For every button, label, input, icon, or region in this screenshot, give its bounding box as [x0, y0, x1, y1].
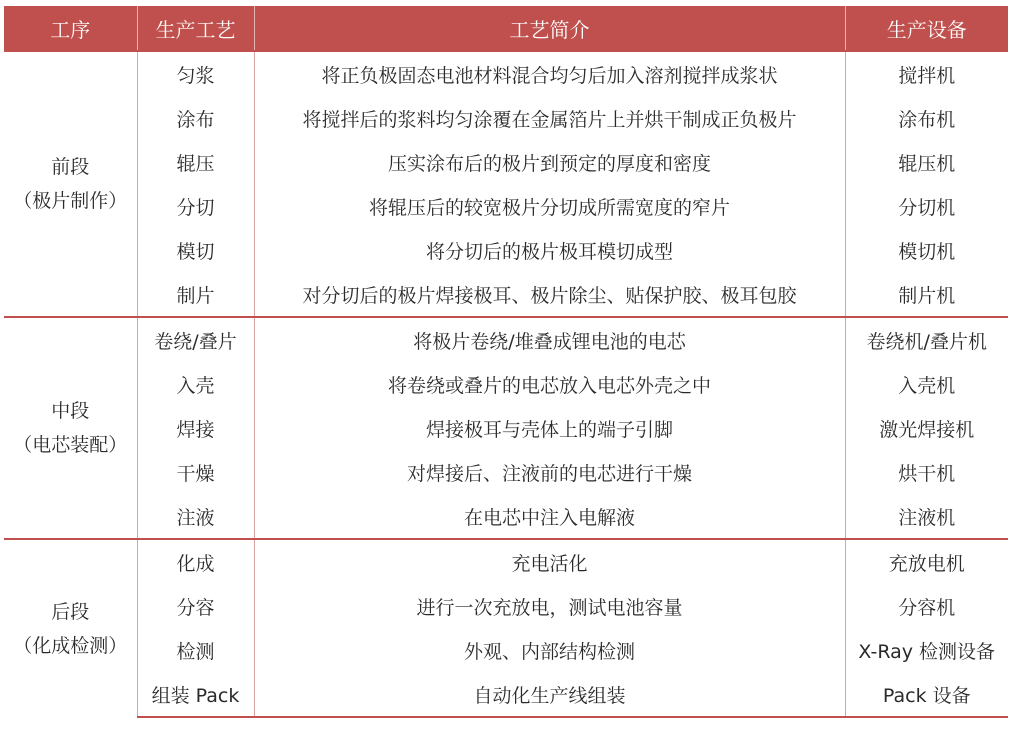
intro-cell: 进行一次充放电，测试电池容量: [254, 584, 845, 628]
table-row: [4, 628, 1008, 672]
process-cell: 注液: [137, 494, 254, 539]
process-cell: 干燥: [137, 450, 254, 494]
intro-cell: 将搅拌后的浆料均匀涂覆在金属箔片上并烘干制成正负极片: [254, 96, 845, 140]
table-row: [4, 317, 1008, 362]
table-row: [4, 494, 1008, 539]
process-cell: 化成: [137, 539, 254, 584]
header-equipment: 生产设备: [845, 6, 1008, 51]
equipment-cell: 充放电机: [845, 539, 1008, 584]
process-cell: 制片: [137, 272, 254, 317]
stage-subtitle: （电芯装配）: [13, 434, 128, 456]
stage-cell: [4, 317, 137, 539]
equipment-cell: 涂布机: [845, 96, 1008, 140]
stage-name: 后段: [51, 600, 90, 623]
intro-cell: 将正负极固态电池材料混合均匀后加入溶剂搅拌成浆状: [254, 51, 845, 96]
process-cell: 分切: [137, 184, 254, 228]
intro-cell: 将辊压后的较宽极片分切成所需宽度的窄片: [254, 184, 845, 228]
table-row: [4, 184, 1008, 228]
equipment-cell: Pack 设备: [845, 672, 1008, 717]
process-cell: 模切: [137, 228, 254, 272]
equipment-cell: X-Ray 检测设备: [845, 628, 1008, 672]
equipment-cell: 注液机: [845, 494, 1008, 539]
table-row: [4, 672, 1008, 717]
intro-cell: 将极片卷绕/堆叠成锂电池的电芯: [254, 317, 845, 362]
header-stage: 工序: [4, 6, 137, 51]
stage-name: 中段: [51, 400, 90, 422]
process-cell: 组装 Pack: [137, 672, 254, 717]
equipment-cell: 分切机: [845, 184, 1008, 228]
stage-cell: [4, 51, 137, 317]
stage-cell: [4, 539, 137, 717]
process-cell: 检测: [137, 628, 254, 672]
table-row: [4, 584, 1008, 628]
intro-cell: 焊接极耳与壳体上的端子引脚: [254, 406, 845, 450]
equipment-cell: 搅拌机: [845, 51, 1008, 96]
stage-name: 前段: [51, 156, 90, 178]
intro-cell: 外观、内部结构检测: [254, 628, 845, 672]
process-cell: 分容: [137, 584, 254, 628]
process-cell: 卷绕/叠片: [137, 317, 254, 362]
table-row: [4, 228, 1008, 272]
table-row: [4, 406, 1008, 450]
equipment-cell: 制片机: [845, 272, 1008, 317]
table-row: [4, 539, 1008, 584]
intro-cell: 对分切后的极片焊接极耳、极片除尘、贴保护胶、极耳包胶: [254, 272, 845, 317]
equipment-cell: 辊压机: [845, 140, 1008, 184]
equipment-cell: 模切机: [845, 228, 1008, 272]
table-row: [4, 362, 1008, 406]
intro-cell: 将卷绕或叠片的电芯放入电芯外壳之中: [254, 362, 845, 406]
stage-subtitle: （极片制作）: [13, 190, 128, 212]
process-cell: 涂布: [137, 96, 254, 140]
intro-cell: 在电芯中注入电解液: [254, 494, 845, 539]
header-process: 生产工艺: [137, 6, 254, 51]
equipment-cell: 烘干机: [845, 450, 1008, 494]
header-row: [4, 6, 1008, 51]
table-row: [4, 272, 1008, 317]
process-cell: 辊压: [137, 140, 254, 184]
process-table: [4, 6, 1008, 718]
process-cell: 匀浆: [137, 51, 254, 96]
table-row: [4, 450, 1008, 494]
equipment-cell: 入壳机: [845, 362, 1008, 406]
intro-cell: 对焊接后、注液前的电芯进行干燥: [254, 450, 845, 494]
process-cell: 焊接: [137, 406, 254, 450]
equipment-cell: 卷绕机/叠片机: [845, 317, 1008, 362]
stage-subtitle: （化成检测）: [13, 634, 128, 657]
intro-cell: 将分切后的极片极耳模切成型: [254, 228, 845, 272]
table-row: [4, 140, 1008, 184]
header-intro: 工艺简介: [254, 6, 845, 51]
table-row: [4, 51, 1008, 96]
intro-cell: 自动化生产线组装: [254, 672, 845, 717]
intro-cell: 充电活化: [254, 539, 845, 584]
table-row: [4, 96, 1008, 140]
intro-cell: 压实涂布后的极片到预定的厚度和密度: [254, 140, 845, 184]
equipment-cell: 激光焊接机: [845, 406, 1008, 450]
process-cell: 入壳: [137, 362, 254, 406]
equipment-cell: 分容机: [845, 584, 1008, 628]
